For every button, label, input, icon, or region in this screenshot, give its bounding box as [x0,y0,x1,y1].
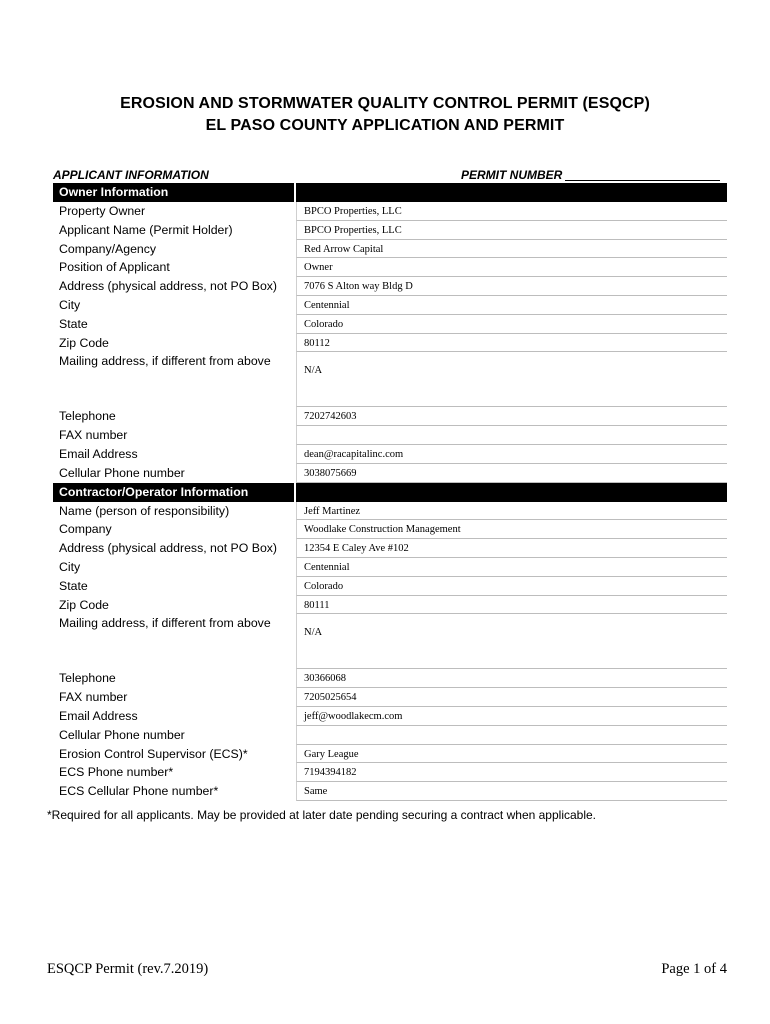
applicant-info-heading: APPLICANT INFORMATION [53,168,209,182]
field-label: Applicant Name (Permit Holder) [59,222,233,237]
title-line-2: EL PASO COUNTY APPLICATION AND PERMIT [205,117,565,134]
field-label: FAX number [59,428,128,443]
form-row [53,202,727,221]
form-row [53,577,727,596]
field-label: Email Address [59,446,138,461]
title-line-1: EROSION AND STORMWATER QUALITY CONTROL PERMIT (ESQCP) [120,95,650,112]
field-value[interactable]: Centennial [296,558,727,577]
field-label: FAX number [59,690,128,705]
field-value[interactable]: 12354 E Caley Ave #102 [296,539,727,558]
form-row [53,334,727,353]
field-value[interactable]: BPCO Properties, LLC [296,221,727,240]
form-row [53,726,727,745]
field-value[interactable]: 3038075669 [296,464,727,483]
field-label: Telephone [59,671,116,686]
field-value[interactable]: 7205025654 [296,688,727,707]
field-value[interactable]: 80111 [296,596,727,615]
field-value[interactable]: Jeff Martinez [296,502,727,521]
form-row [53,539,727,558]
field-label: Telephone [59,409,116,424]
permit-number-field[interactable] [565,168,720,181]
field-label: State [59,316,88,331]
form-row [53,688,727,707]
form-row [53,782,727,801]
field-label: Company/Agency [59,241,157,256]
field-value[interactable]: Colorado [296,315,727,334]
form-row [53,240,727,259]
permit-number-label: PERMIT NUMBER [461,168,563,182]
form-row [53,352,727,407]
field-value[interactable]: 7202742603 [296,407,727,426]
form-row [53,296,727,315]
form-row [53,745,727,764]
form-row [53,669,727,688]
field-value[interactable]: 80112 [296,334,727,353]
field-value[interactable]: Red Arrow Capital [296,240,727,259]
field-value[interactable]: N/A [296,614,727,669]
field-label: Erosion Control Supervisor (ECS)* [59,746,248,761]
required-footnote: *Required for all applicants. May be provided at later date pending securing a contract when applicable. [47,808,596,822]
form-row [53,315,727,334]
field-label: City [59,297,81,312]
contractor-rows [53,502,727,801]
permit-number-heading [461,168,720,182]
field-value[interactable]: 7194394182 [296,763,727,782]
field-label: ECS Phone number* [59,765,174,780]
field-label: Zip Code [59,597,109,612]
field-label: Address (physical address, not PO Box) [59,541,278,556]
field-label: Cellular Phone number [59,727,185,742]
form-row [53,614,727,669]
field-value[interactable]: Gary League [296,745,727,764]
field-label: Cellular Phone number [59,465,185,480]
form-row [53,558,727,577]
field-label: Name (person of responsibility) [59,503,230,518]
field-value[interactable]: jeff@woodlakecm.com [296,707,727,726]
owner-section-title: Owner Information [59,185,169,199]
form-row [53,520,727,539]
field-value[interactable]: 30366068 [296,669,727,688]
field-value[interactable]: Woodlake Construction Management [296,520,727,539]
footer-form-revision: ESQCP Permit (rev.7.2019) [47,961,209,977]
owner-rows [53,202,727,483]
form-row [53,407,727,426]
field-label: City [59,559,81,574]
field-label: Mailing address, if different from above [59,354,271,369]
field-value[interactable]: Same [296,782,727,801]
field-label: Property Owner [59,204,146,218]
footer-page-number: Page 1 of 4 [661,961,727,977]
form-row [53,707,727,726]
field-value[interactable]: Centennial [296,296,727,315]
field-value[interactable]: N/A [296,352,727,407]
field-label: Email Address [59,708,138,723]
field-value[interactable]: BPCO Properties, LLC [296,202,727,221]
field-value[interactable]: Owner [296,258,727,277]
form-row [53,502,727,521]
field-label: ECS Cellular Phone number* [59,784,219,799]
field-label: Mailing address, if different from above [59,616,271,631]
field-value[interactable] [296,726,727,745]
form-row [53,445,727,464]
form-row [53,596,727,615]
field-label: Position of Applicant [59,260,170,275]
contractor-section-title: Contractor/Operator Information [59,484,249,499]
field-label: Company [59,522,112,537]
owner-section-header [53,183,727,202]
form-row [53,221,727,240]
form-row [53,763,727,782]
field-label: Zip Code [59,335,109,350]
field-value[interactable] [296,426,727,445]
form-row [53,258,727,277]
field-value[interactable]: Colorado [296,577,727,596]
form-row [53,426,727,445]
form-row [53,277,727,296]
form-row [53,464,727,483]
applicant-form [53,183,727,801]
contractor-section-header [53,483,727,502]
field-value[interactable]: dean@racapitalinc.com [296,445,727,464]
field-label: State [59,578,88,593]
field-value[interactable]: 7076 S Alton way Bldg D [296,277,727,296]
field-label: Address (physical address, not PO Box) [59,279,278,294]
